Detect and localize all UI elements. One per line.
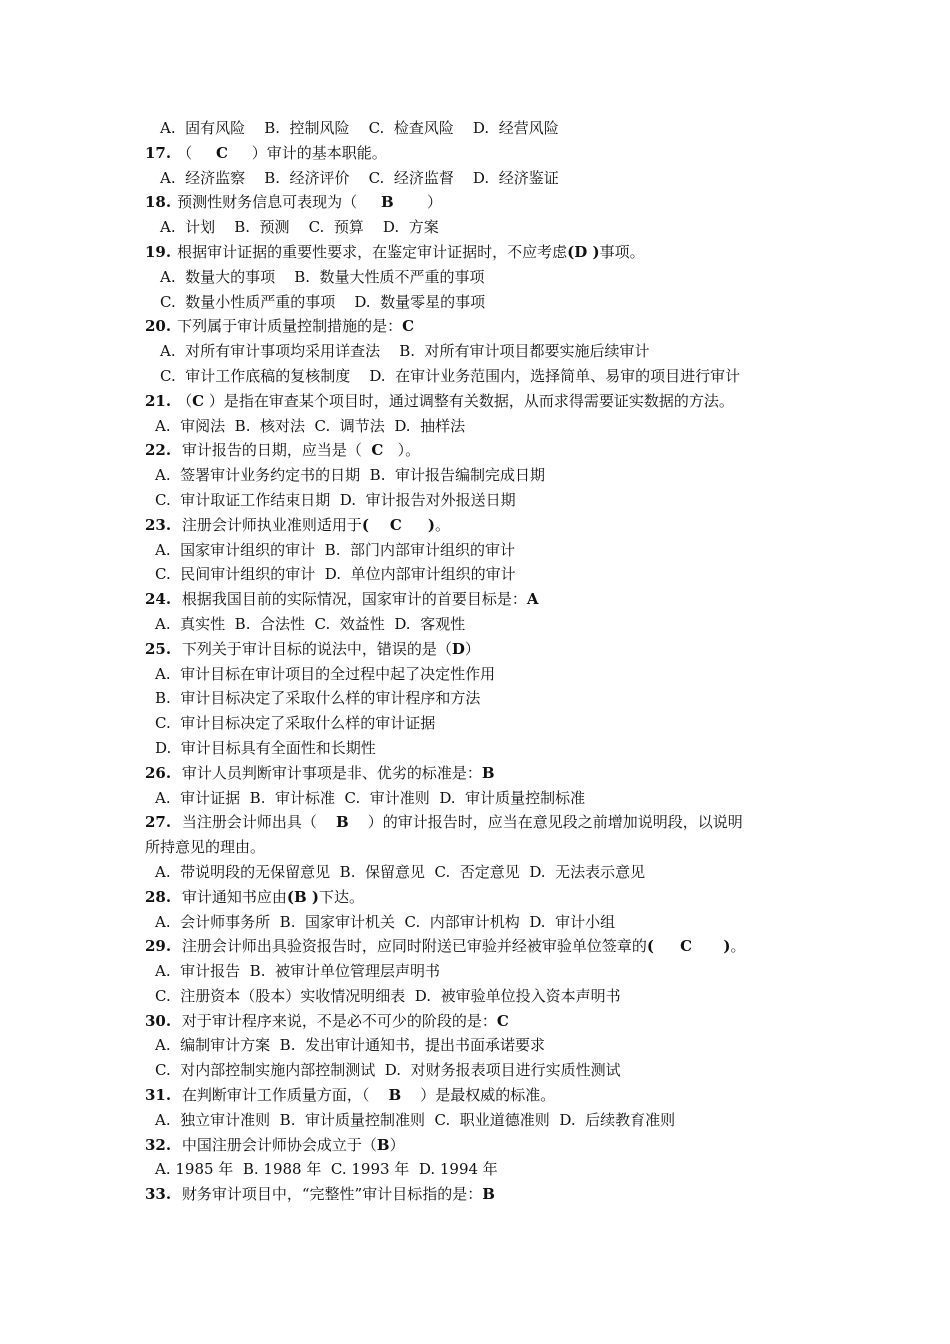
option-line [145, 463, 825, 488]
question-text: 审计报告的日期，应当是（ [177, 441, 372, 460]
question-text-tail: ）审计的基本职能。 [227, 143, 387, 162]
line-text: A. 数量大的事项 B. 数量大性质不严重的事项 [160, 267, 485, 286]
line-text: A. 审计证据 B. 审计标准 C. 审计准则 D. 审计质量控制标准 [155, 788, 586, 807]
question-text: 注册会计师执业准则适用于 [177, 515, 362, 534]
question-number: 32. [145, 1135, 172, 1154]
option-line [145, 910, 825, 935]
line-text: C. 审计取证工作结束日期 D. 审计报告对外报送日期 [155, 490, 516, 509]
answer-key: B [482, 1185, 495, 1204]
answer-key: A [526, 590, 539, 609]
answer-key: D [451, 639, 465, 658]
option-line [145, 166, 825, 191]
question-line [145, 637, 825, 662]
question-text: 下列属于审计质量控制措施的是： [177, 317, 403, 336]
question-line [145, 190, 825, 215]
option-line [145, 860, 825, 885]
option-line [145, 538, 825, 563]
question-number: 28. [145, 887, 172, 906]
option-line [145, 1108, 825, 1133]
line-text: A. 会计师事务所 B. 国家审计机关 C. 内部审计机构 D. 审计小组 [155, 912, 616, 931]
answer-key: B [380, 193, 394, 212]
question-line [145, 885, 825, 910]
option-line [145, 612, 825, 637]
option-line [145, 215, 825, 240]
question-text: 下列关于审计目标的说法中，错误的是（ [177, 639, 452, 658]
option-line [145, 562, 825, 587]
question-text-tail: ）。 [383, 441, 421, 460]
question-text: （ [177, 391, 193, 410]
question-line [145, 934, 825, 959]
line-text: A. 带说明段的无保留意见 B. 保留意见 C. 否定意见 D. 无法表示意见 [155, 862, 646, 881]
line-text: A. 经济监察 B. 经济评价 C. 经济监督 D. 经济鉴证 [160, 168, 559, 187]
answer-key: C [371, 441, 384, 460]
line-text: A. 真实性 B. 合法性 C. 效益性 D. 客观性 [155, 614, 466, 633]
answer-key: C [496, 1011, 509, 1030]
answer-key: B [335, 813, 349, 832]
answer-key: C [192, 391, 205, 410]
line-text: C. 注册资本（股本）实收情况明细表 D. 被审验单位投入资本声明书 [155, 986, 621, 1005]
question-text: （ [177, 143, 216, 162]
option-line [145, 984, 825, 1009]
question-number: 25. [145, 639, 172, 658]
question-text-tail: 。 [730, 937, 746, 956]
line-text: A. 计划 B. 预测 C. 预算 D. 方案 [160, 218, 439, 237]
question-continuation [145, 835, 825, 860]
answer-key: B [388, 1086, 402, 1105]
question-number: 18. [145, 193, 172, 212]
question-number: 29. [145, 937, 172, 956]
question-text: 审计通知书应由 [177, 887, 287, 906]
answer-key: (D ) [567, 242, 600, 261]
line-text: C. 民间审计组织的审计 D. 单位内部审计组织的审计 [155, 565, 516, 584]
question-text: 注册会计师出具验资报告时，应同时附送已审验并经被审验单位签章的 [177, 937, 647, 956]
question-line [145, 810, 825, 835]
question-number: 27. [145, 813, 172, 832]
question-line [145, 389, 825, 414]
question-number: 24. [145, 590, 172, 609]
answer-key: ( C ) [646, 937, 731, 956]
line-text: A. 国家审计组织的审计 B. 部门内部审计组织的审计 [155, 540, 516, 559]
question-line [145, 438, 825, 463]
line-text: A. 对所有审计事项均采用详查法 B. 对所有审计项目都要实施后续审计 [160, 342, 650, 361]
question-number: 20. [145, 317, 172, 336]
question-text: 审计人员判断审计事项是非、优劣的标准是： [177, 763, 482, 782]
question-line [145, 1182, 825, 1207]
question-line [145, 1133, 825, 1158]
question-line [145, 761, 825, 786]
question-text-tail: ）是指在审查某个项目时，通过调整有关数据，从而求得需要证实数据的方法。 [204, 391, 734, 410]
line-text: B. 审计目标决定了采取什么样的审计程序和方法 [155, 689, 481, 708]
line-text: A. 审阅法 B. 核对法 C. 调节法 D. 抽样法 [155, 416, 466, 435]
option-line [145, 339, 825, 364]
question-number: 33. [145, 1185, 172, 1204]
line-text: A. 1985 年 B. 1988 年 C. 1993 年 D. 1994 年 [155, 1160, 498, 1179]
question-text-tail: 。 [435, 515, 451, 534]
question-text-tail: ）是最权威的标准。 [401, 1086, 556, 1105]
option-line [145, 364, 825, 389]
option-line [145, 1058, 825, 1083]
option-line [145, 736, 825, 761]
option-line [145, 686, 825, 711]
line-text: C. 审计目标决定了采取什么样的审计证据 [155, 714, 436, 733]
option-line [145, 711, 825, 736]
question-line [145, 587, 825, 612]
question-number: 17. [145, 143, 172, 162]
question-number: 21. [145, 391, 172, 410]
question-line [145, 1009, 825, 1034]
question-line [145, 141, 825, 166]
question-text: 预测性财务信息可表现为（ [177, 193, 381, 212]
question-number: 31. [145, 1086, 172, 1105]
option-line [145, 786, 825, 811]
answer-key: (B ) [286, 887, 319, 906]
question-line [145, 1083, 825, 1108]
option-line [145, 1157, 825, 1182]
question-text-tail: ） [464, 639, 480, 658]
question-text-tail: 事项。 [599, 242, 645, 261]
question-text: 对于审计程序来说，不是必不可少的阶段的是： [177, 1011, 497, 1030]
question-text: 在判断审计工作质量方面，（ [177, 1086, 389, 1105]
question-line [145, 240, 825, 265]
option-line [145, 662, 825, 687]
option-line [145, 414, 825, 439]
question-number: 30. [145, 1011, 172, 1030]
question-text-tail: ） [393, 193, 443, 212]
question-text: 中国注册会计师协会成立于（ [177, 1135, 377, 1154]
line-text: A. 审计报告 B. 被审计单位管理层声明书 [155, 962, 441, 981]
question-line [145, 513, 825, 538]
question-number: 23. [145, 515, 172, 534]
answer-key: C [215, 143, 228, 162]
line-text: A. 签署审计业务约定书的日期 B. 审计报告编制完成日期 [155, 466, 546, 485]
question-number: 19. [145, 242, 172, 261]
answer-key: C [402, 317, 415, 336]
question-number: 26. [145, 763, 172, 782]
option-line [145, 1033, 825, 1058]
question-list [145, 116, 825, 1207]
option-line [145, 290, 825, 315]
question-number: 22. [145, 441, 172, 460]
option-line [145, 488, 825, 513]
answer-key: B [376, 1135, 390, 1154]
line-text: A. 审计目标在审计项目的全过程中起了决定性作用 [155, 664, 496, 683]
question-text: 根据我国目前的实际情况，国家审计的首要目标是： [177, 590, 527, 609]
question-text: 财务审计项目中，“完整性”审计目标指的是： [177, 1185, 483, 1204]
line-text: C. 对内部控制实施内部控制测试 D. 对财务报表项目进行实质性测试 [155, 1061, 621, 1080]
question-line [145, 314, 825, 339]
question-text: 根据审计证据的重要性要求，在鉴定审计证据时，不应考虑 [177, 242, 568, 261]
question-text: 当注册会计师出具（ [177, 813, 336, 832]
question-text-tail: ） [389, 1135, 405, 1154]
line-text: A. 编制审计方案 B. 发出审计通知书，提出书面承诺要求 [155, 1036, 546, 1055]
answer-key: ( C ) [361, 515, 436, 534]
line-text: 所持意见的理由。 [145, 838, 266, 857]
line-text: A. 独立审计准则 B. 审计质量控制准则 C. 职业道德准则 D. 后续教育准则 [155, 1110, 676, 1129]
question-text-tail: 下达。 [319, 887, 365, 906]
option-line [145, 116, 825, 141]
line-text: D. 审计目标具有全面性和长期性 [155, 738, 376, 757]
line-text: C. 审计工作底稿的复核制度 D. 在审计业务范围内，选择简单、易审的项目进行审计 [160, 366, 741, 385]
line-text: C. 数量小性质严重的事项 D. 数量零星的事项 [160, 292, 486, 311]
question-text-tail: ）的审计报告时，应当在意见段之前增加说明段，以说明 [348, 813, 743, 832]
option-line [145, 959, 825, 984]
answer-key: B [481, 763, 495, 782]
line-text: A. 固有风险 B. 控制风险 C. 检查风险 D. 经营风险 [160, 119, 559, 137]
option-line [145, 265, 825, 290]
